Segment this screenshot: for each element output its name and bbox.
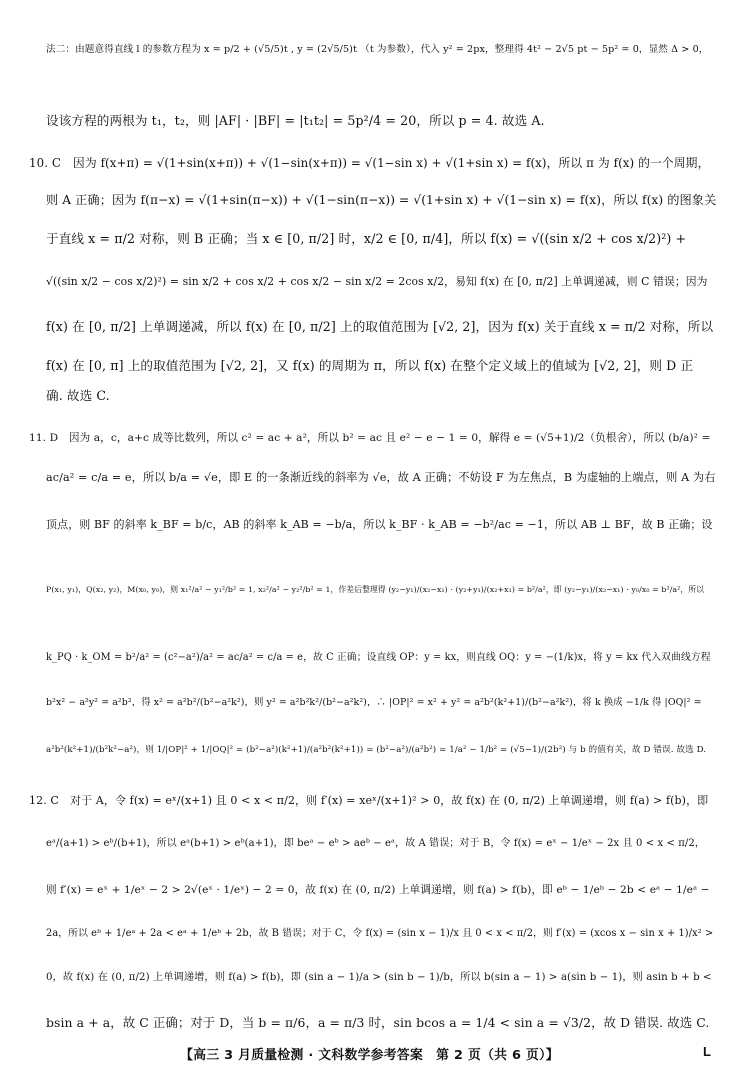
solution-10-line7: 确. 故选 C. (46, 388, 110, 403)
solution-12-line4: 2a，所以 eᵇ + 1/eᵃ + 2a < eᵃ + 1/eᵇ + 2b，故 B 错误；对于 C，令 f(x) = (sin x − 1)/x 且 0 < x < π/2，则 f′(x) = (xcos x − sin x + 1)/x² > (46, 928, 714, 939)
solution-11-line1: 11. D 因为 a，c，a+c 成等比数列，所以 c² = ac + a²，所以 b² = ac 且 e² − e − 1 = 0，解得 e = (√5+1)/2（负根舍），所以 (b/a)² = (29, 432, 711, 444)
solution-12-line3: 则 f′(x) = eˣ + 1/eˣ − 2 > 2√(eˣ · 1/eˣ) − 2 = 0，故 f(x) 在 (0, π/2) 上单调递增，则 f(a) > f(b)，即 eᵇ − 1/eᵇ − 2b < eᵃ − 1/eᵃ − (46, 884, 710, 896)
solution-10-line4: √((sin x/2 − cos x/2)²) = sin x/2 + cos x/2 + cos x/2 − sin x/2 = 2cos x/2，易知 f(x) 在 [0, π/2] 上单调递减，则 C 错误；因为 (46, 275, 708, 288)
solution-10-line6: f(x) 在 [0, π] 上的取值范围为 [√2, 2]，又 f(x) 的周期为 π，所以 f(x) 在整个定义域上的值域为 [√2, 2]，则 D 正 (46, 358, 694, 373)
solution-11-line7: a²b²(k²+1)/(b²k²−a²)，则 1/|OP|² + 1/|OQ|² = (b²−a²)(k²+1)/(a²b²(k²+1)) = (b²−a²)/(a²b²) = 1/a² − 1/b² = (√5−1)/(2b²) 与 b 的值有关，故 D 错误. 故选 D. (46, 745, 707, 755)
solution-10-line2: 则 A 正确；因为 f(π−x) = √(1+sin(π−x)) + √(1−sin(π−x)) = √(1+sin x) + √(1−sin x) = f(x)，所以 f(x) 的图象关 (46, 193, 716, 207)
solution-11-line5: k_PQ · k_OM = b²/a² = (c²−a²)/a² = ac/a² = c/a = e，故 C 正确；设直线 OP：y = kx，则直线 OQ：y = −(1/k)x，将 y = kx 代入双曲线方程 (46, 652, 711, 663)
solution-12-line5: 0，故 f(x) 在 (0, π/2) 上单调递增，则 f(a) > f(b)，即 (sin a − 1)/a > (sin b − 1)/b，所以 b(sin a − 1) > a(sin b − 1)，则 asin b + b < (46, 972, 712, 983)
solution-10-line1: 10. C 因为 f(x+π) = √(1+sin(x+π)) + √(1−sin(x+π)) = √(1−sin x) + √(1+sin x) = f(x)，所以 π 为 f(x) 的一个周期， (29, 156, 710, 170)
page-footer: 【高三 3 月质量检测 · 文科数学参考答案 第 2 页（共 6 页）】 (180, 1048, 559, 1063)
solution-12-line1: 12. C 对于 A，令 f(x) = eˣ/(x+1) 且 0 < x < π/2，则 f′(x) = xeˣ/(x+1)² > 0，故 f(x) 在 (0, π/2) 上单调递增，则 f(a) > f(b)，即 (29, 794, 709, 807)
solution-11-line4: P(x₁, y₁)，Q(x₂, y₂)，M(x₀, y₀)，则 x₁²/a² − y₁²/b² = 1, x₂²/a² − y₂²/b² = 1，作差后整理得 (y₂−y₁)/(x₂−x₁) · (y₂+y₁)/(x₂+x₁) = b²/a²，即 (y₂−y₁)/(x₂−x₁) · y₀/x₀ = b²/a²，所以 (46, 585, 705, 594)
page-version-letter: L (703, 1044, 712, 1059)
solution-10-line5: f(x) 在 [0, π/2] 上单调递减，所以 f(x) 在 [0, π/2] 上的取值范围为 [√2, 2]，因为 f(x) 关于直线 x = π/2 对称，所以 (46, 319, 714, 334)
solution-9-method2-line2: 设该方程的两根为 t₁，t₂，则 |AF| · |BF| = |t₁t₂| = 5p²/4 = 20，所以 p = 4. 故选 A. (46, 113, 545, 128)
solution-12-line2: eᵃ/(a+1) > eᵇ/(b+1)，所以 eᵃ(b+1) > eᵇ(a+1)，即 beᵃ − eᵇ > aeᵇ − eᵃ，故 A 错误；对于 B，令 f(x) = eˣ − 1/eˣ − 2x 且 0 < x < π/2， (46, 838, 705, 849)
solution-12-line6: bsin a + a，故 C 正确；对于 D，当 b = π/6，a = π/3 时，sin bcos a = 1/4 < sin a = √3/2，故 D 错误. 故选 C. (46, 1015, 710, 1030)
solution-10-line3: 于直线 x = π/2 对称，则 B 正确；当 x ∈ [0, π/2] 时，x/2 ∈ [0, π/4]，所以 f(x) = √((sin x/2 + cos x/2)²) + (46, 231, 687, 246)
solution-11-line2: ac/a² = c/a = e，所以 b/a = √e，即 E 的一条渐近线的斜率为 √e，故 A 正确；不妨设 F 为左焦点，B 为虚轴的上端点，则 A 为右 (46, 471, 716, 484)
solution-11-line3: 顶点，则 BF 的斜率 k_BF = b/c，AB 的斜率 k_AB = −b/a，所以 k_BF · k_AB = −b²/ac = −1，所以 AB ⊥ BF，故 B 正确；设 (46, 518, 713, 531)
solution-9-method2-line1: 法二：由题意得直线 l 的参数方程为 x = p/2 + (√5/5)t , y = (2√5/5)t （t 为参数），代入 y² = 2px，整理得 4t² − 2√5 pt − 5p² = 0，显然 Δ > 0， (46, 44, 709, 55)
solution-11-line6: b²x² − a²y² = a²b²，得 x² = a²b²/(b²−a²k²)，则 y² = a²b²k²/(b²−a²k²)，∴ |OP|² = x² + y² = a²b²(k²+1)/(b²−a²k²)，将 k 换成 −1/k 得 |OQ|² = (46, 697, 702, 708)
